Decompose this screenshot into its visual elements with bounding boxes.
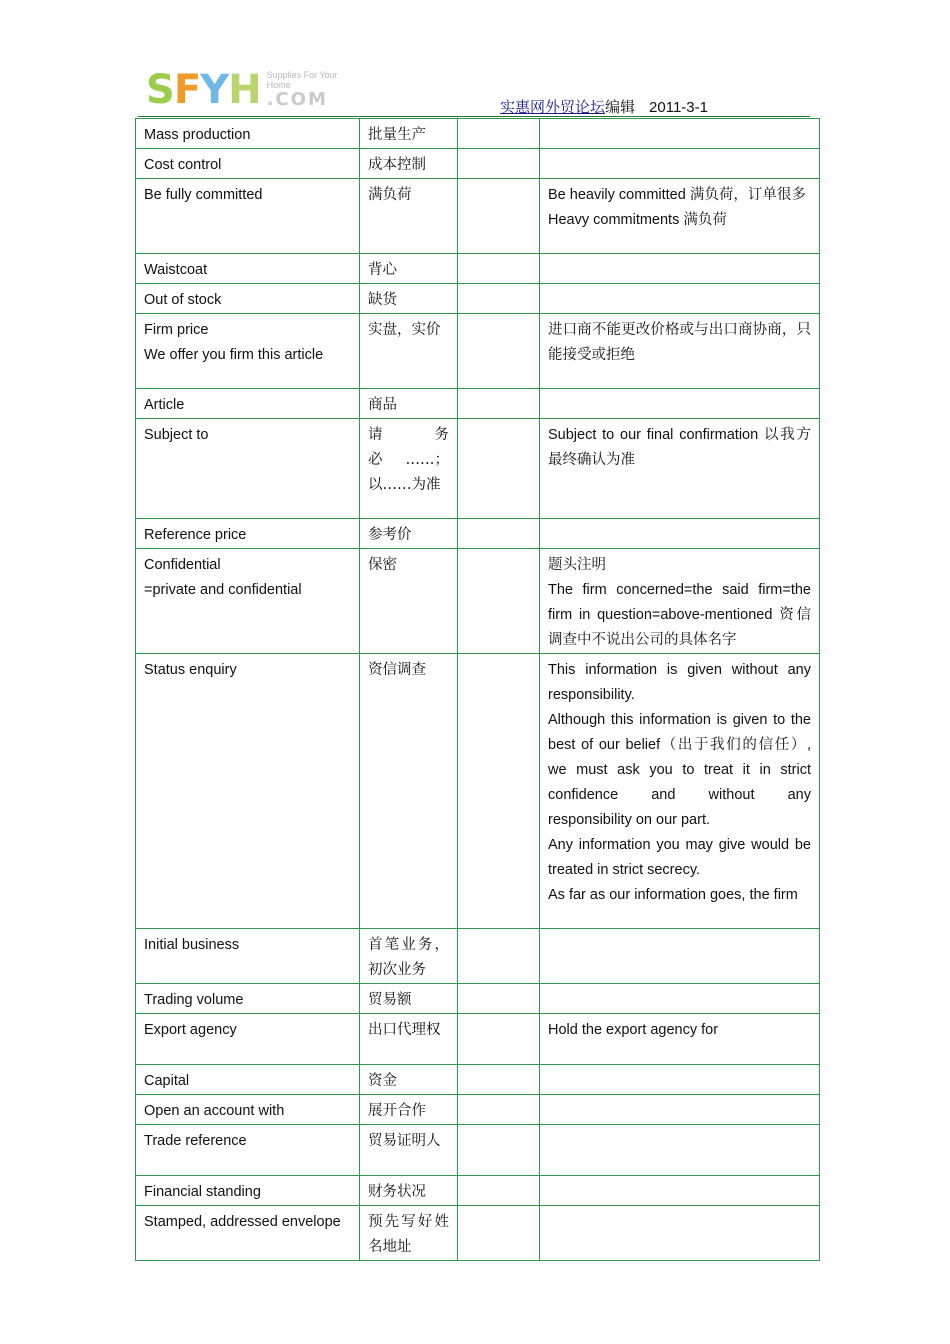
- glossary-table: [135, 118, 820, 1261]
- term-chinese-text: 财务状况: [368, 1184, 426, 1200]
- header-divider: [138, 116, 810, 117]
- term-note: [540, 284, 820, 314]
- logo-com: .COM: [266, 89, 328, 110]
- term-note-line: 进口商不能更改价格或与出口商协商，只能接受或拒绝: [548, 322, 811, 363]
- term-chinese-text: 首笔业务，初次业务: [368, 937, 449, 978]
- term-chinese: [360, 1206, 458, 1261]
- term-english: [136, 284, 360, 314]
- term-chinese-text: 资信调查: [368, 662, 426, 678]
- glossary-row: [136, 389, 820, 419]
- term-english: [136, 254, 360, 284]
- logo-letter-s: S: [146, 67, 174, 113]
- term-chinese-text: 参考价: [368, 527, 412, 543]
- blank-cell: [458, 1095, 540, 1125]
- glossary-row: [136, 179, 820, 254]
- term-chinese-text: 请务必……；以……为准: [368, 427, 449, 493]
- term-chinese-text: 资金: [368, 1073, 397, 1089]
- term-note: [540, 1206, 820, 1261]
- term-english: [136, 1014, 360, 1065]
- term-chinese-text: 保密: [368, 557, 397, 573]
- term-english: [136, 1176, 360, 1206]
- blank-cell: [458, 519, 540, 549]
- term-note: [540, 984, 820, 1014]
- term-chinese-text: 缺货: [368, 292, 397, 308]
- term-note: [540, 254, 820, 284]
- blank-cell: [458, 284, 540, 314]
- term-english-text: Reference price: [144, 527, 247, 543]
- glossary-row: [136, 1014, 820, 1065]
- term-english-text: Cost control: [144, 157, 222, 173]
- blank-cell: [458, 149, 540, 179]
- term-note: [540, 179, 820, 254]
- term-chinese: [360, 314, 458, 389]
- term-english: [136, 1095, 360, 1125]
- term-note-line: Heavy commitments 满负荷: [548, 212, 727, 228]
- sfyh-logo: [146, 66, 357, 113]
- blank-cell: [458, 1206, 540, 1261]
- term-english: [136, 1125, 360, 1176]
- term-english: [136, 314, 360, 389]
- term-note-line: Any information you may give would be treated in strict secrecy.: [548, 837, 811, 878]
- editor-label: 编辑: [605, 98, 636, 116]
- term-english-text: Open an account with: [144, 1103, 285, 1119]
- glossary-row: [136, 1206, 820, 1261]
- blank-cell: [458, 1125, 540, 1176]
- term-note: [540, 549, 820, 654]
- term-chinese: [360, 1014, 458, 1065]
- glossary-row: [136, 284, 820, 314]
- term-english-text: Status enquiry: [144, 662, 237, 678]
- term-chinese-text: 预先写好姓名地址: [368, 1214, 449, 1255]
- term-english-example: =private and confidential: [144, 582, 302, 598]
- term-chinese: [360, 654, 458, 929]
- term-english: [136, 929, 360, 984]
- term-note-line: This information is given without any responsibility.: [548, 662, 811, 703]
- term-note: [540, 149, 820, 179]
- term-chinese-text: 实盘，实价: [368, 322, 441, 338]
- blank-cell: [458, 1014, 540, 1065]
- term-english-example: We offer you firm this article: [144, 347, 324, 363]
- glossary-row: [136, 254, 820, 284]
- term-english-text: Capital: [144, 1073, 190, 1089]
- term-english: [136, 1065, 360, 1095]
- term-english-text: Out of stock: [144, 292, 222, 308]
- term-note: [540, 1014, 820, 1065]
- term-chinese-text: 背心: [368, 262, 397, 278]
- glossary-row: [136, 419, 820, 519]
- logo-letter-h: H: [228, 67, 261, 113]
- blank-cell: [458, 929, 540, 984]
- term-chinese: [360, 419, 458, 519]
- term-english-text: Firm price: [144, 322, 209, 338]
- term-note-line: As far as our information goes, the firm: [548, 887, 798, 903]
- blank-cell: [458, 419, 540, 519]
- term-note: [540, 929, 820, 984]
- term-english: [136, 549, 360, 654]
- term-english-text: Article: [144, 397, 185, 413]
- term-english-text: Mass production: [144, 127, 251, 143]
- term-chinese-text: 贸易证明人: [368, 1133, 441, 1149]
- term-chinese-text: 贸易额: [368, 992, 412, 1008]
- term-english-text: Initial business: [144, 937, 240, 953]
- header-date: 2011-3-1: [649, 99, 708, 116]
- blank-cell: [458, 314, 540, 389]
- term-english: [136, 654, 360, 929]
- term-chinese: [360, 519, 458, 549]
- term-english: [136, 149, 360, 179]
- blank-cell: [458, 1065, 540, 1095]
- term-english: [136, 419, 360, 519]
- term-note-line: The firm concerned=the said firm=the firm in question=above-mentioned 资信调查中不说出公司的具体名字: [548, 582, 811, 648]
- term-note: [540, 1065, 820, 1095]
- glossary-row: [136, 1176, 820, 1206]
- term-english: [136, 179, 360, 254]
- logo-letter-y: Y: [200, 67, 229, 113]
- term-english-text: Subject to: [144, 427, 209, 443]
- term-note-line: Hold the export agency for: [548, 1022, 719, 1038]
- term-note: [540, 419, 820, 519]
- page-header: [138, 62, 816, 118]
- glossary-row: [136, 984, 820, 1014]
- term-english-text: Stamped, addressed envelope: [144, 1214, 341, 1230]
- term-english: [136, 389, 360, 419]
- blank-cell: [458, 549, 540, 654]
- term-english-text: Trade reference: [144, 1133, 247, 1149]
- blank-cell: [458, 179, 540, 254]
- term-chinese-text: 展开合作: [368, 1103, 426, 1119]
- term-chinese: [360, 254, 458, 284]
- term-english: [136, 519, 360, 549]
- glossary-row: [136, 519, 820, 549]
- glossary-row: [136, 314, 820, 389]
- glossary-row: [136, 119, 820, 149]
- blank-cell: [458, 389, 540, 419]
- header-editor-line: [500, 96, 708, 117]
- blank-cell: [458, 1176, 540, 1206]
- glossary-row: [136, 1065, 820, 1095]
- term-note-line: Be heavily committed 满负荷，订单很多: [548, 187, 806, 203]
- term-chinese-text: 成本控制: [368, 157, 426, 173]
- blank-cell: [458, 119, 540, 149]
- blank-cell: [458, 654, 540, 929]
- term-english-text: Export agency: [144, 1022, 237, 1038]
- logo-letter-f: F: [173, 67, 201, 113]
- term-chinese: [360, 1125, 458, 1176]
- term-english: [136, 119, 360, 149]
- term-english-text: Confidential: [144, 557, 221, 573]
- term-note: [540, 119, 820, 149]
- term-chinese: [360, 549, 458, 654]
- term-chinese-text: 出口代理权: [368, 1022, 441, 1038]
- term-note: [540, 1095, 820, 1125]
- term-chinese: [360, 284, 458, 314]
- term-english: [136, 984, 360, 1014]
- term-chinese: [360, 119, 458, 149]
- glossary-row: [136, 654, 820, 929]
- term-chinese-text: 批量生产: [368, 127, 426, 143]
- term-english-text: Waistcoat: [144, 262, 208, 278]
- term-chinese-text: 满负荷: [368, 187, 412, 203]
- term-english-text: Be fully committed: [144, 187, 263, 203]
- glossary-row: [136, 549, 820, 654]
- glossary-row: [136, 1125, 820, 1176]
- term-note: [540, 1176, 820, 1206]
- term-chinese: [360, 389, 458, 419]
- term-note: [540, 654, 820, 929]
- term-chinese: [360, 149, 458, 179]
- term-english-text: Financial standing: [144, 1184, 261, 1200]
- glossary-row: [136, 149, 820, 179]
- term-chinese: [360, 179, 458, 254]
- term-chinese: [360, 984, 458, 1014]
- glossary-row: [136, 1095, 820, 1125]
- glossary-row: [136, 929, 820, 984]
- term-chinese: [360, 1176, 458, 1206]
- term-english: [136, 1206, 360, 1261]
- term-note: [540, 314, 820, 389]
- term-chinese: [360, 929, 458, 984]
- term-note-line: 题头注明: [548, 557, 606, 573]
- term-note: [540, 389, 820, 419]
- term-note-line: Although this information is given to the best of our belief（出于我们的信任）, we must ask you to treat it in strict confidence and without any responsibility on our part.: [548, 712, 811, 828]
- term-chinese: [360, 1095, 458, 1125]
- term-note: [540, 519, 820, 549]
- blank-cell: [458, 984, 540, 1014]
- forum-link[interactable]: 实惠网外贸论坛: [500, 98, 606, 116]
- term-note: [540, 1125, 820, 1176]
- term-note-line: Subject to our final confirmation 以我方最终确认为准: [548, 427, 811, 468]
- term-chinese: [360, 1065, 458, 1095]
- term-chinese-text: 商品: [368, 397, 397, 413]
- logo-tagline: Supplies For Your Home: [266, 70, 338, 90]
- term-english-text: Trading volume: [144, 992, 244, 1008]
- blank-cell: [458, 254, 540, 284]
